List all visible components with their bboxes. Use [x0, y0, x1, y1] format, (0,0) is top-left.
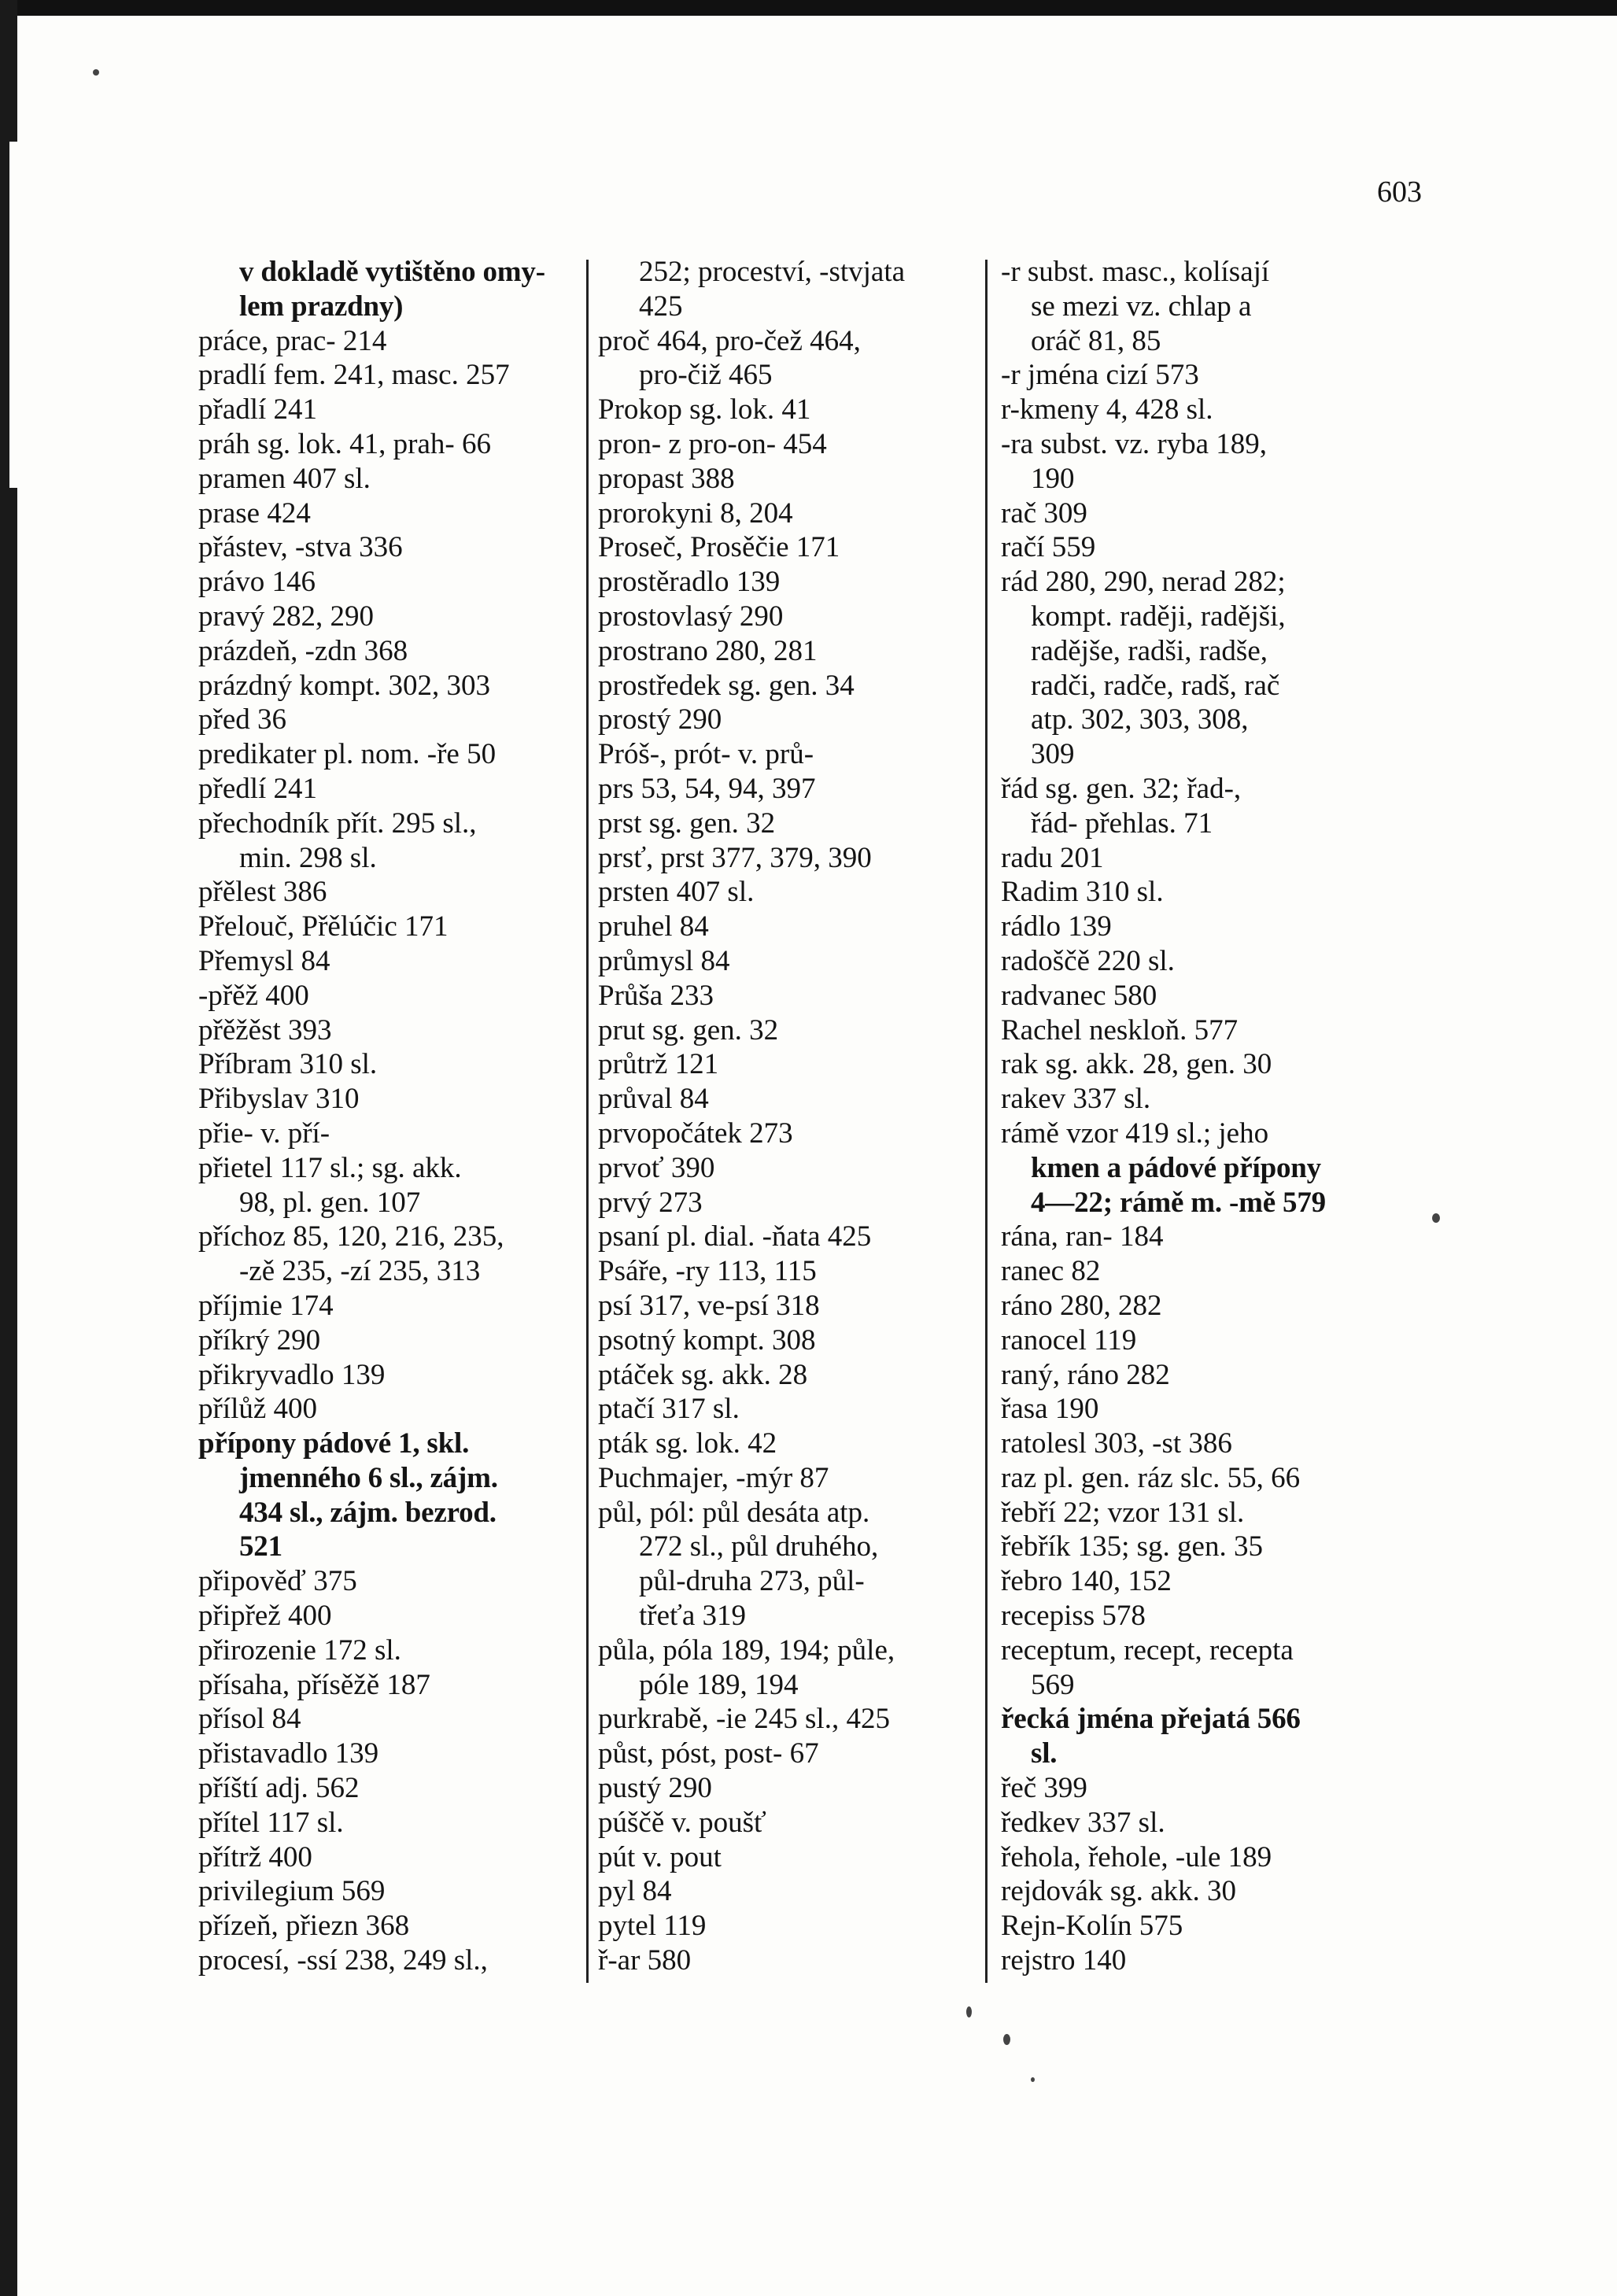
index-entry: přísaha, přísěžě 187 — [198, 1668, 430, 1701]
index-entry: řeč 399 — [1001, 1772, 1087, 1805]
scan-speck — [966, 2006, 972, 2017]
index-entry: raz pl. gen. ráz slc. 55, 66 — [1001, 1461, 1301, 1494]
index-entry: Přelouč, Přělúčic 171 — [198, 910, 449, 943]
index-entry: průtrž 121 — [598, 1048, 719, 1081]
index-entry: račí 559 — [1001, 531, 1096, 564]
scan-top-border — [0, 0, 1617, 16]
index-entry: prvý 273 — [598, 1186, 703, 1219]
index-entry: rač 309 — [1001, 496, 1087, 530]
index-entry: řebřík 135; sg. gen. 35 — [1001, 1530, 1263, 1563]
index-entry: rak sg. akk. 28, gen. 30 — [1001, 1048, 1272, 1081]
index-entry: ptačí 317 sl. — [598, 1393, 740, 1426]
index-entry: Přibyslav 310 — [198, 1083, 360, 1116]
index-entry: lem prazdny) — [239, 290, 404, 323]
index-entry: Průša 233 — [598, 979, 714, 1012]
index-entry: právo 146 — [198, 566, 316, 599]
index-entry: prut sg. gen. 32 — [598, 1013, 779, 1046]
index-entry: prázdný kompt. 302, 303 — [198, 669, 490, 702]
index-entry: přítel 117 sl. — [198, 1806, 344, 1839]
index-entry: kmen a pádové přípony — [1031, 1151, 1321, 1184]
index-entry: proč 464, pro-čež 464, — [598, 324, 861, 357]
index-entry: -přěž 400 — [198, 979, 309, 1012]
index-entry: v dokladě vytištěno omy- — [239, 256, 545, 288]
index-entry: 569 — [1031, 1668, 1075, 1701]
page-number: 603 — [1377, 175, 1422, 209]
index-entry: sl. — [1031, 1737, 1058, 1770]
index-entry: psotný kompt. 308 — [598, 1323, 816, 1357]
index-entry: receptum, recept, recepta — [1001, 1633, 1294, 1667]
index-entry: přěžěst 393 — [198, 1013, 332, 1046]
index-entry: radějše, radši, radše, — [1031, 634, 1268, 667]
index-entry: prst sg. gen. 32 — [598, 807, 776, 840]
index-entry: příchoz 85, 120, 216, 235, — [198, 1220, 504, 1253]
index-entry: prostý 290 — [598, 703, 722, 736]
index-entry: ptáček sg. akk. 28 — [598, 1358, 808, 1391]
index-entry: příkrý 290 — [198, 1323, 321, 1357]
index-entry: Proseč, Prosěčie 171 — [598, 531, 840, 564]
index-entry: Prokop sg. lok. 41 — [598, 393, 811, 426]
index-entry: -r subst. masc., kolísají — [1001, 256, 1270, 288]
index-entry: pradlí fem. 241, masc. 257 — [198, 359, 510, 392]
index-entry: 309 — [1031, 738, 1075, 771]
index-entry: prostovlasý 290 — [598, 600, 784, 633]
index-entry: přípony pádové 1, skl. — [198, 1427, 470, 1460]
index-entry: Rachel neskloň. 577 — [1001, 1013, 1239, 1046]
index-entry: 190 — [1031, 462, 1075, 495]
scan-speck — [1003, 2034, 1010, 2045]
index-entry: půla, póla 189, 194; půle, — [598, 1633, 895, 1667]
index-entry: předlí 241 — [198, 772, 318, 805]
index-entry: ředkev 337 sl. — [1001, 1806, 1165, 1839]
index-entry: Radim 310 sl. — [1001, 876, 1164, 909]
index-entry: radči, radče, radš, rač — [1031, 669, 1280, 702]
index-entry: se mezi vz. chlap a — [1031, 290, 1252, 323]
index-entry: psí 317, ve-psí 318 — [598, 1289, 820, 1322]
index-entry: atp. 302, 303, 308, — [1031, 703, 1249, 736]
index-entry: -ra subst. vz. ryba 189, — [1001, 427, 1268, 460]
index-entry: Psáře, -ry 113, 115 — [598, 1255, 817, 1288]
index-entry: průval 84 — [598, 1083, 709, 1116]
index-entry: r-kmeny 4, 428 sl. — [1001, 393, 1213, 426]
index-entry: prorokyni 8, 204 — [598, 496, 793, 530]
index-entry: půl, pól: půl desáta atp. — [598, 1496, 870, 1529]
index-entry: třeťa 319 — [639, 1600, 747, 1633]
index-entry: příští adj. 562 — [198, 1772, 360, 1805]
index-entry: pramen 407 sl. — [198, 462, 371, 495]
index-entry: pruhel 84 — [598, 910, 709, 943]
index-entry: predikater pl. nom. -ře 50 — [198, 738, 497, 771]
index-entry: připověď 375 — [198, 1565, 357, 1598]
index-entry: řád sg. gen. 32; řad-, — [1001, 772, 1242, 805]
index-entry: 272 sl., půl druhého, — [639, 1530, 879, 1563]
index-entry: propast 388 — [598, 462, 735, 495]
index-entry: řasa 190 — [1001, 1393, 1099, 1426]
index-entry: prostředek sg. gen. 34 — [598, 669, 855, 702]
index-entry: -r jména cizí 573 — [1001, 359, 1199, 392]
index-entry: purkrabě, -ie 245 sl., 425 — [598, 1703, 890, 1736]
index-column-2 — [598, 255, 980, 1978]
scan-speck — [1432, 1213, 1440, 1223]
index-entry: rád 280, 290, nerad 282; — [1001, 566, 1286, 599]
index-entry: rámě vzor 419 sl.; jeho — [1001, 1117, 1269, 1150]
index-entry: 434 sl., zájm. bezrod. — [239, 1496, 497, 1529]
index-entry: 98, pl. gen. 107 — [239, 1186, 421, 1219]
index-entry: pro-čiž 465 — [639, 359, 773, 392]
index-entry: řebří 22; vzor 131 sl. — [1001, 1496, 1245, 1529]
index-entry: práce, prac- 214 — [198, 324, 387, 357]
index-entry: pyl 84 — [598, 1875, 672, 1908]
index-entry: Rejn-Kolín 575 — [1001, 1910, 1183, 1943]
index-entry: půl-druha 273, půl- — [639, 1565, 865, 1598]
index-entry: přítrž 400 — [198, 1840, 312, 1873]
scan-speck — [1031, 2077, 1035, 2082]
index-entry: půst, póst, post- 67 — [598, 1737, 819, 1770]
index-entry: psaní pl. dial. -ňata 425 — [598, 1220, 872, 1253]
index-entry: kompt. raději, radějši, — [1031, 600, 1286, 633]
index-entry: prvoť 390 — [598, 1151, 715, 1184]
index-entry: radoščě 220 sl. — [1001, 944, 1175, 977]
index-entry: rána, ran- 184 — [1001, 1220, 1164, 1253]
index-entry: ranocel 119 — [1001, 1323, 1137, 1357]
index-entry: přísol 84 — [198, 1703, 301, 1736]
index-entry: radvanec 580 — [1001, 979, 1157, 1012]
index-entry: řebro 140, 152 — [1001, 1565, 1172, 1598]
index-entry: 521 — [239, 1530, 282, 1563]
index-entry: oráč 81, 85 — [1031, 324, 1161, 357]
index-entry: rejdovák sg. akk. 30 — [1001, 1875, 1237, 1908]
index-entry: řecká jména přejatá 566 — [1001, 1703, 1301, 1736]
index-entry: ratolesl 303, -st 386 — [1001, 1427, 1232, 1460]
index-entry: prs 53, 54, 94, 397 — [598, 772, 816, 805]
index-entry: přirozenie 172 sl. — [198, 1633, 401, 1667]
index-entry: přízeň, přiezn 368 — [198, 1910, 410, 1943]
index-entry: přietel 117 sl.; sg. akk. — [198, 1151, 462, 1184]
index-entry: přadlí 241 — [198, 393, 318, 426]
index-entry: přikryvadlo 139 — [198, 1358, 386, 1391]
index-entry: rádlo 139 — [1001, 910, 1112, 943]
scan-left-edge — [0, 0, 17, 2296]
index-entry: 425 — [639, 290, 683, 323]
index-entry: pták sg. lok. 42 — [598, 1427, 777, 1460]
column-divider-1 — [586, 260, 589, 1983]
index-entry: jmenného 6 sl., zájm. — [239, 1461, 498, 1494]
index-entry: příjmie 174 — [198, 1289, 334, 1322]
index-entry: póle 189, 194 — [639, 1668, 799, 1701]
index-entry: pustý 290 — [598, 1772, 712, 1805]
index-entry: radu 201 — [1001, 841, 1104, 874]
index-entry: privilegium 569 — [198, 1875, 386, 1908]
index-entry: pytel 119 — [598, 1910, 707, 1943]
index-entry: ráno 280, 282 — [1001, 1289, 1162, 1322]
index-entry: přílůž 400 — [198, 1393, 318, 1426]
index-entry: púščě v. poušť — [598, 1806, 766, 1839]
column-divider-2 — [985, 260, 988, 1983]
index-entry: rejstro 140 — [1001, 1944, 1127, 1977]
index-entry: procesí, -ssí 238, 249 sl., — [198, 1944, 488, 1977]
scan-speck — [93, 69, 99, 76]
index-entry: řád- přehlas. 71 — [1031, 807, 1213, 840]
index-entry: prostěradlo 139 — [598, 566, 781, 599]
index-entry: pút v. pout — [598, 1840, 722, 1873]
index-entry: Příbram 310 sl. — [198, 1048, 378, 1081]
index-entry: -zě 235, -zí 235, 313 — [239, 1255, 481, 1288]
index-column-1 — [198, 255, 582, 1978]
index-entry: Přemysl 84 — [198, 944, 330, 977]
index-entry: přástev, -stva 336 — [198, 531, 403, 564]
index-entry: práh sg. lok. 41, prah- 66 — [198, 427, 491, 460]
index-entry: 252; proceství, -stvjata — [639, 256, 906, 288]
index-entry: průmysl 84 — [598, 944, 730, 977]
index-entry: prase 424 — [198, 496, 311, 530]
index-entry: přělest 386 — [198, 876, 327, 909]
index-entry: prvopočátek 273 — [598, 1117, 793, 1150]
index-entry: Puchmajer, -mýr 87 — [598, 1461, 829, 1494]
index-entry: rakev 337 sl. — [1001, 1083, 1151, 1116]
index-entry: 4—22; rámě m. -mě 579 — [1031, 1186, 1326, 1219]
index-entry: Próš-, prót- v. prů- — [598, 738, 814, 771]
index-entry: připřež 400 — [198, 1600, 332, 1633]
index-entry: min. 298 sl. — [239, 841, 377, 874]
index-entry: recepiss 578 — [1001, 1600, 1146, 1633]
index-entry: přistavadlo 139 — [198, 1737, 379, 1770]
index-entry: prsten 407 sl. — [598, 876, 755, 909]
index-entry: pravý 282, 290 — [198, 600, 374, 633]
index-entry: řehola, řehole, -ule 189 — [1001, 1840, 1272, 1873]
index-column-3 — [995, 255, 1388, 1978]
index-entry: raný, ráno 282 — [1001, 1358, 1170, 1391]
index-entry: ř-ar 580 — [598, 1944, 692, 1977]
index-entry: ranec 82 — [1001, 1255, 1101, 1288]
index-entry: prsť, prst 377, 379, 390 — [598, 841, 872, 874]
index-entry: přie- v. pří- — [198, 1117, 330, 1150]
index-entry: prostrano 280, 281 — [598, 634, 818, 667]
index-entry: přechodník přít. 295 sl., — [198, 807, 477, 840]
index-entry: před 36 — [198, 703, 286, 736]
index-entry: prázdeň, -zdn 368 — [198, 634, 408, 667]
index-entry: pron- z pro-on- 454 — [598, 427, 827, 460]
